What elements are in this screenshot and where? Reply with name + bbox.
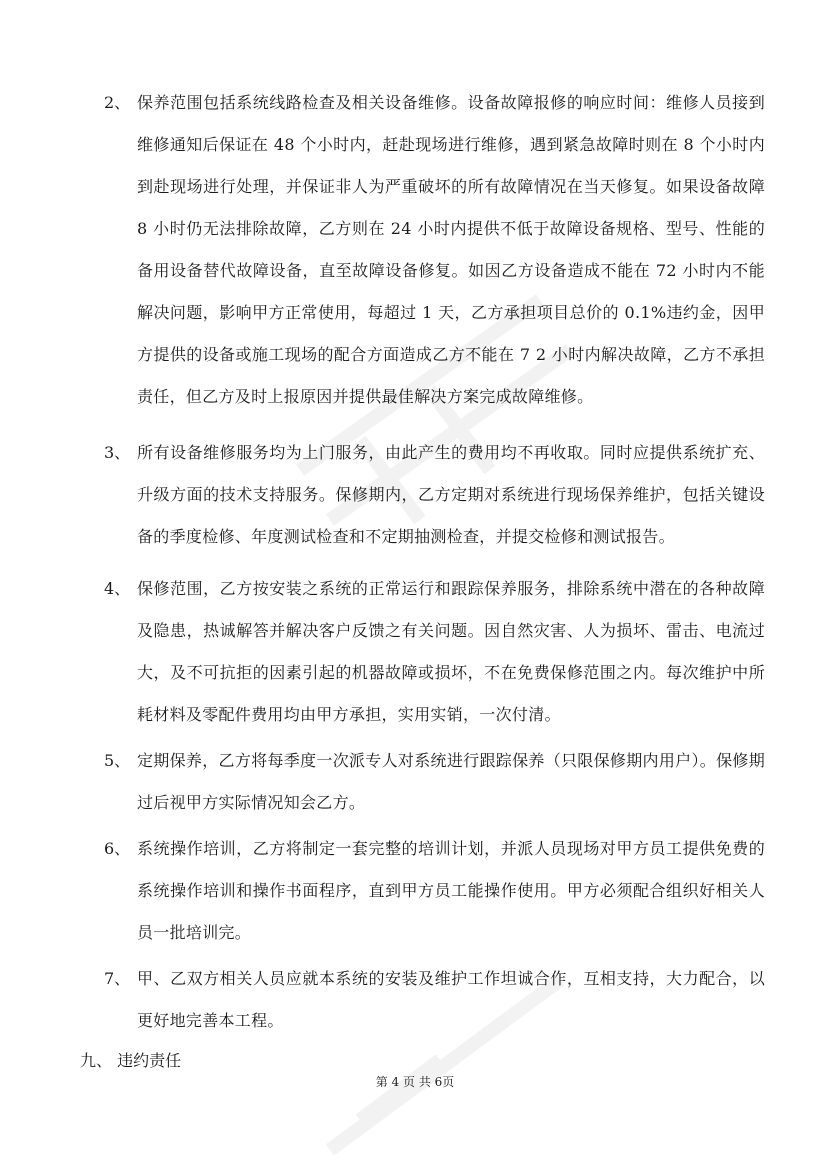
clause-text: 系统操作培训，乙方将制定一套完整的培训计划，并派人员现场对甲方员工提供免费的系统操作培训和操作书面程序，直到甲方员工能操作使用。甲方必须配合组织好相关人员一批培训完。 (137, 839, 765, 942)
clause-number: 3、 (104, 443, 131, 462)
section-heading: 九、 违约责任 (80, 1051, 182, 1070)
page-footer: 第 4 页 共 6页 (375, 1075, 455, 1089)
clause-number: 5、 (104, 751, 131, 770)
clause-text: 甲、乙双方相关人员应就本系统的安装及维护工作坦诚合作，互相支持，大力配合，以更好地完善本工程。 (137, 969, 765, 1030)
clause-number: 2、 (104, 93, 131, 112)
clause-number: 4、 (104, 579, 131, 598)
clause-text: 所有设备维修服务均为上门服务，由此产生的费用均不再收取。同时应提供系统扩充、升级方面的技术支持服务。保修期内，乙方定期对系统进行现场保养维护，包括关键设备的季度检修、年度测试检查和不定期抽测检查，并提交检修和测试报告。 (137, 443, 765, 546)
clause-number: 6、 (104, 839, 131, 858)
clause-text: 保修范围，乙方按安装之系统的正常运行和跟踪保养服务，排除系统中潜在的各种故障及隐患，热诚解答并解决客户反馈之有关问题。因自然灾害、人为损坏、雷击、电流过大，及不可抗拒的因素引起的机器故障或损坏，不在免费保修范围之内。每次维护中所耗材料及零配件费用均由甲方承担，实用实销，一次付清。 (137, 579, 765, 724)
clause-number: 7、 (104, 969, 131, 988)
clause-text: 保养范围包括系统线路检查及相关设备维修。设备故障报修的响应时间：维修人员接到维修通知后保证在 48 个小时内，赶赴现场进行维修，遇到紧急故障时则在 8 个小时内到赴现场进行处理，并保证非人为严重破坏的所有故障情况在当天修复。如果设备故障 8 小时仍无法排除故障，乙方则在 24 小时内提供不低于故障设备规格、型号、性能的备用设备替代故障设备，直至故障设备修复。如因乙方设备造成不能在 72 小时内不能解决问题，影响甲方正常使用，每超过 1 天，乙方承担项目总价的 0.1%违约金，因甲方提供的设备或施工现场的配合方面造成乙方不能在 7 2 小时内解决故障，乙方不承担责任，但乙方及时上报原因并提供最佳解决方案完成故障维修。 (137, 93, 765, 406)
clause-text: 定期保养，乙方将每季度一次派专人对系统进行跟踪保养（只限保修期内用户）。保修期过后视甲方实际情况知会乙方。 (137, 751, 765, 812)
